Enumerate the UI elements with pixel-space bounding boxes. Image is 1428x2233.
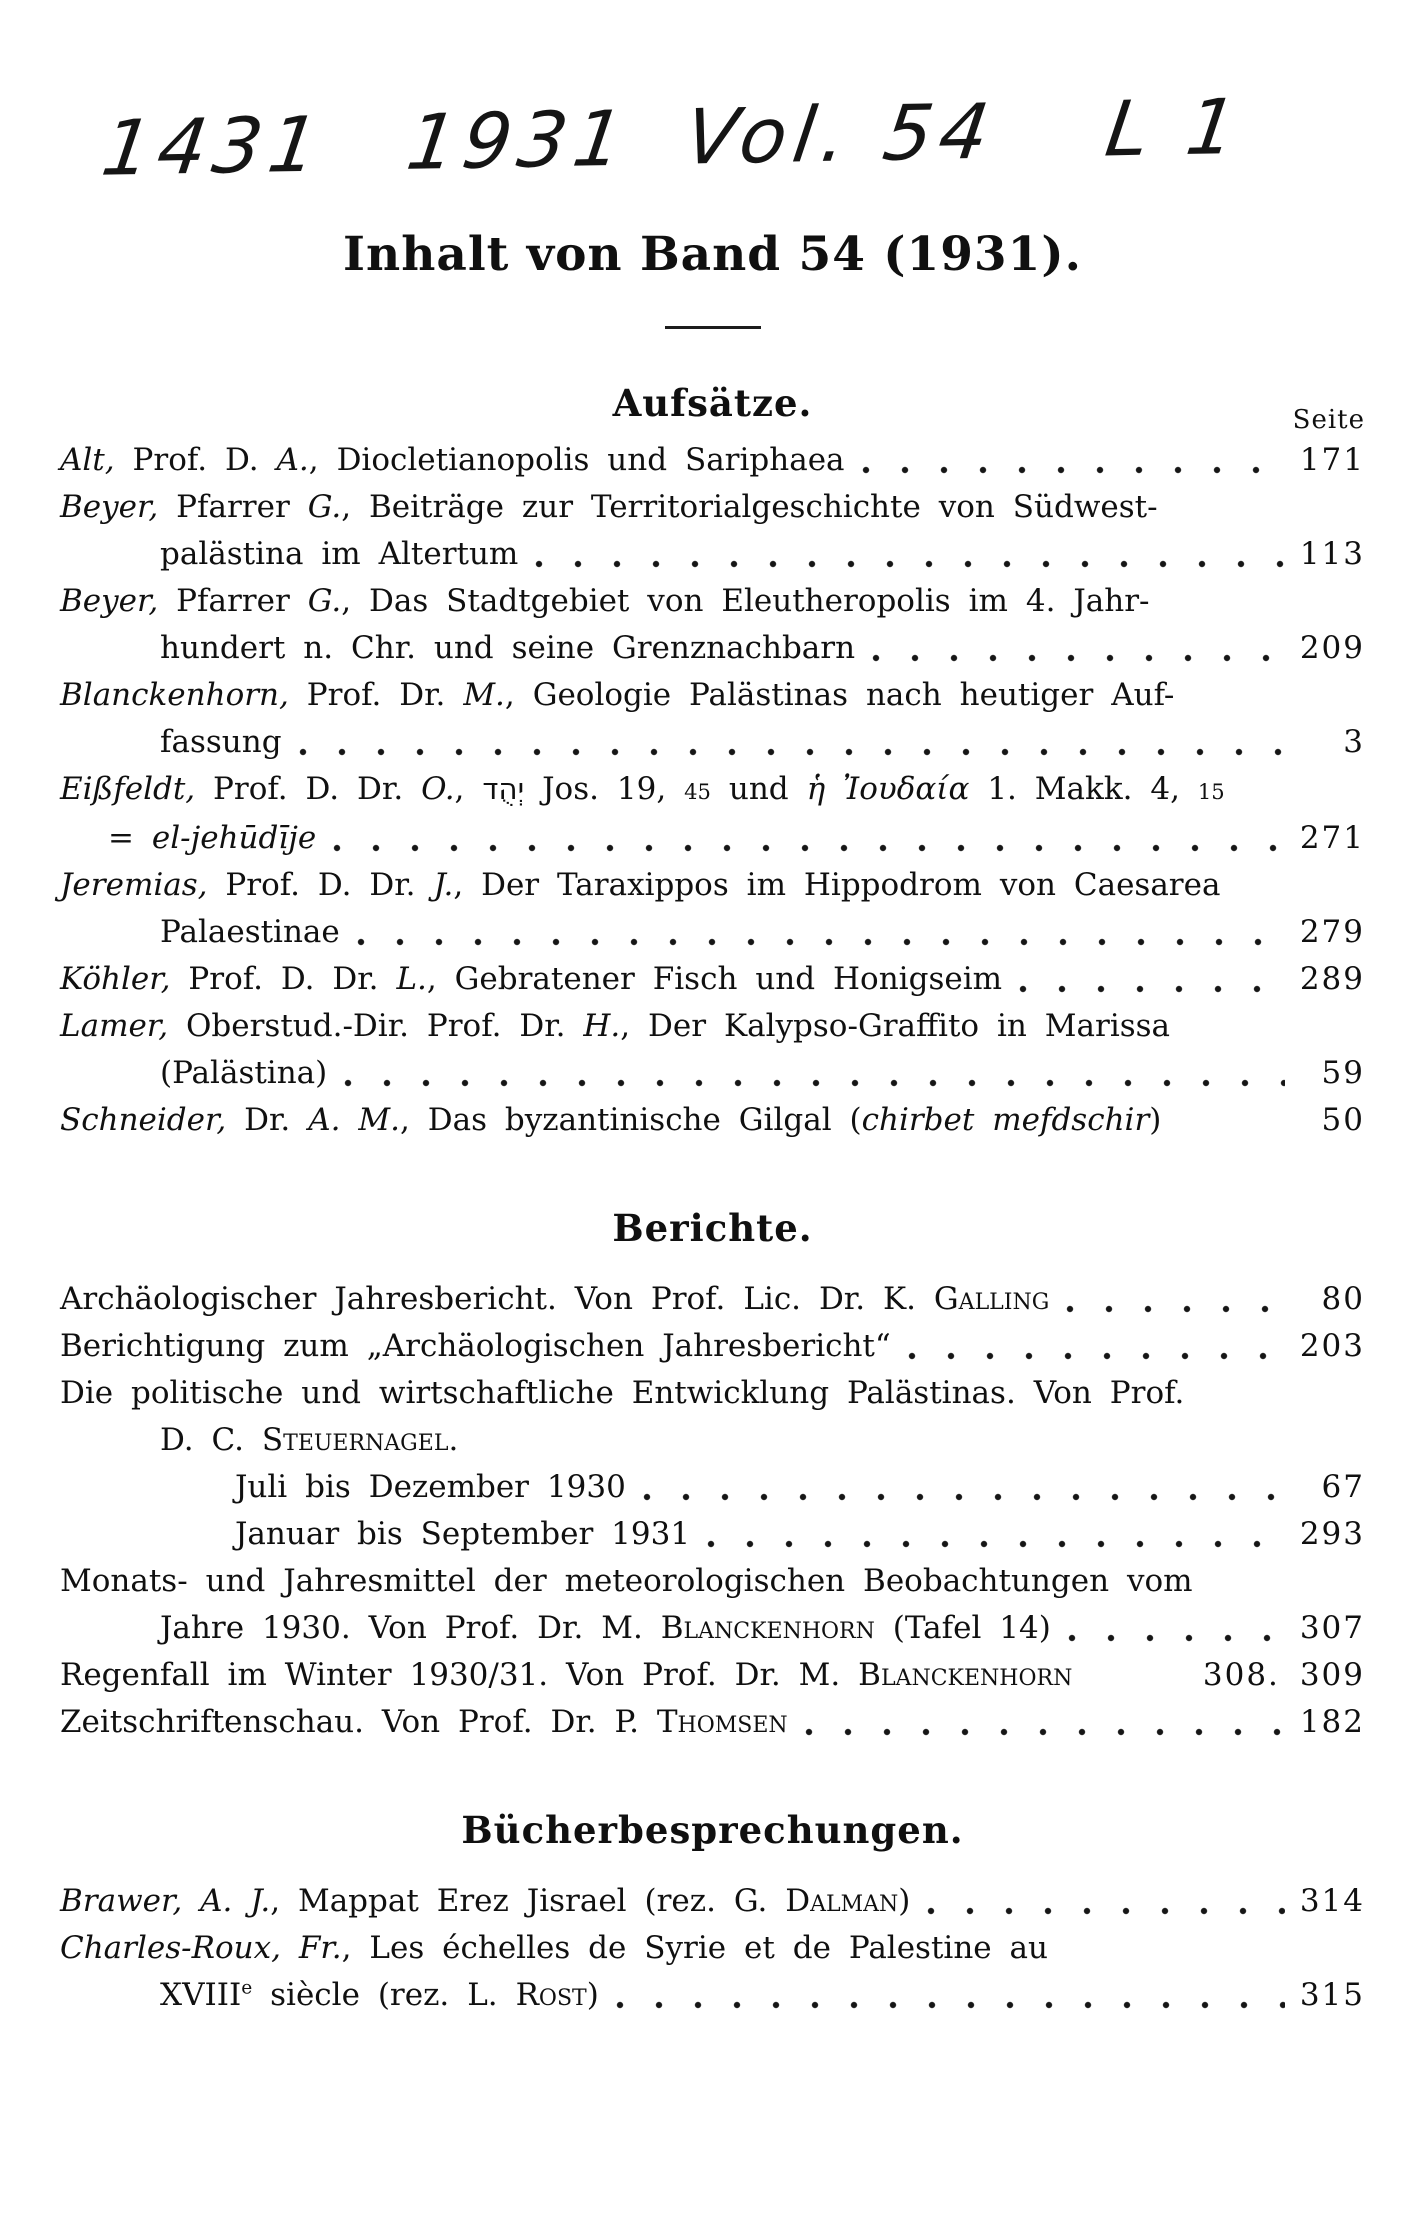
dot-leader [534, 559, 1285, 569]
toc-text-segment: A. M. [308, 1102, 400, 1138]
toc-text-segment: , Geologie Palästinas nach heutiger Auf- [504, 677, 1175, 713]
page-number: 307 [1299, 1610, 1365, 1646]
toc-text-segment: Prof. D. Dr. [170, 961, 397, 997]
toc-text-segment: Blanckenhorn, [60, 677, 289, 713]
toc-line-text [60, 1558, 1193, 1605]
page-number: 67 [1321, 1469, 1365, 1505]
dot-leader [1018, 984, 1285, 994]
toc-text-segment: Steuernagel [261, 1422, 449, 1458]
page-number: 171 [1299, 442, 1365, 478]
page-number: 271 [1299, 820, 1365, 856]
toc-text-segment: Prof. D. [114, 442, 277, 478]
toc-line [60, 766, 1365, 815]
toc-text-segment: Schneider, [60, 1102, 227, 1138]
handwritten-year: 1931 [402, 93, 636, 187]
toc-text-segment: Lamer, [60, 1008, 169, 1044]
toc-line-text [60, 578, 1150, 625]
toc-line [60, 484, 1365, 531]
page-number: 113 [1299, 536, 1365, 572]
toc-text-segment: , Diocletianopolis und Sariphaea [308, 442, 845, 478]
toc-text-segment: Die politische und wirtschaftliche Entwicklung Palästinas. Von Prof. [60, 1375, 1185, 1411]
toc-text-segment: und [710, 771, 807, 807]
toc-line-text [160, 1605, 1051, 1652]
toc-text-segment: , [454, 771, 483, 807]
toc-line-text [160, 1972, 599, 2019]
toc-text-segment: . [448, 1422, 459, 1458]
toc-text-segment: Charles-Roux, [60, 1930, 281, 1966]
page-number: 50 [1321, 1102, 1365, 1138]
section-heading: Bücherbesprechungen. [461, 1808, 964, 1852]
dot-leader [642, 1492, 1285, 1502]
toc-text-segment: ἡ Ἰουδαία [806, 771, 970, 807]
toc-text-segment: (Palästina) [160, 1055, 328, 1091]
toc-text-segment: A. [276, 442, 309, 478]
toc-text-segment: chirbet mefdschir [861, 1102, 1150, 1138]
page-number: 182 [1299, 1704, 1365, 1740]
title-divider [665, 326, 761, 329]
toc-text-segment: hundert n. Chr. und seine Grenznachbarn [160, 630, 856, 666]
toc-line [60, 956, 1365, 1003]
toc-line-text [60, 956, 1002, 1003]
toc-text-segment: , Mappat Erez Jisrael (rez. G. [270, 1883, 786, 1919]
toc-line-text [60, 1276, 1049, 1323]
handwritten-shelfmark: 1431 [96, 99, 331, 193]
toc-line [60, 1558, 1365, 1605]
toc-text-segment: G. [307, 583, 342, 619]
toc-text-segment: , Das Stadtgebiet von Eleutheropolis im 4. Jahr- [341, 583, 1150, 619]
toc-text-segment: Galling [933, 1281, 1050, 1317]
toc-text-segment: D. C. [160, 1422, 262, 1458]
toc-text-segment: Eißfeldt, [60, 771, 196, 807]
toc-text-segment: XVIII [160, 1977, 242, 2013]
toc-text-segment: Thomsen [656, 1704, 788, 1740]
toc-text-segment: Zeitschriftenschau. Von Prof. Dr. P. [60, 1704, 657, 1740]
toc-text-segment: , Beiträge zur Territorialgeschichte von Südwest- [341, 489, 1158, 525]
page-number: 314 [1299, 1883, 1365, 1919]
toc-text-segment: el-jehūdīje [151, 820, 317, 856]
toc-text-segment: H. [583, 1008, 621, 1044]
page-number: 209 [1299, 630, 1365, 666]
page-number: 308. 309 [1202, 1657, 1365, 1693]
toc-text-segment: = [108, 820, 152, 856]
toc-text-segment: Oberstud.-Dir. Prof. Dr. [168, 1008, 584, 1044]
toc-line-text [60, 1699, 788, 1746]
toc-text-segment: Beyer, [60, 489, 159, 525]
toc-text-segment: palästina im Altertum [160, 536, 519, 572]
toc-text-segment: ) [1149, 1102, 1162, 1138]
toc-line-text [160, 625, 855, 672]
toc-text-segment: (Tafel 14) [874, 1610, 1051, 1646]
toc-line-text [160, 1417, 458, 1464]
toc-line [60, 1972, 1365, 2019]
toc-line [60, 625, 1365, 672]
toc-line [60, 1878, 1365, 1925]
toc-text-segment: Juli bis Dezember 1930 [235, 1469, 626, 1505]
toc-line-text [160, 909, 340, 956]
page-column-label: Seite [1292, 405, 1365, 435]
section-heading-row [60, 381, 1365, 435]
toc-section [60, 1206, 1365, 1746]
toc-text-segment: 1. Makk. 4, [969, 771, 1198, 807]
toc-line [60, 1925, 1365, 1972]
toc-text-segment: יְהֻד [482, 772, 525, 806]
dot-leader [615, 2000, 1285, 2010]
toc-text-segment: , Der Taraxippos im Hippodrom von Caesarea [453, 867, 1221, 903]
dot-leader [861, 465, 1285, 475]
toc-text-segment: Prof. Dr. [288, 677, 464, 713]
toc-line [60, 1417, 1365, 1464]
toc-line-text [60, 766, 1225, 815]
toc-text-segment: 15 [1197, 779, 1225, 804]
toc-text-segment: Rost [515, 1977, 587, 2013]
toc-line [60, 1699, 1365, 1746]
dot-leader [871, 653, 1285, 663]
page-number: 80 [1321, 1281, 1365, 1317]
toc-text-segment [281, 1930, 299, 1966]
toc-line-text [60, 672, 1174, 719]
toc-line [60, 578, 1365, 625]
toc-line [60, 1050, 1365, 1097]
dot-leader [706, 1539, 1285, 1549]
page-number: 315 [1299, 1977, 1365, 2013]
page-number: 279 [1299, 914, 1365, 950]
toc-line [60, 862, 1365, 909]
toc-text-segment: M. [463, 677, 505, 713]
section-heading-row [60, 1808, 1365, 1852]
toc-text-segment: Köhler, [60, 961, 171, 997]
toc-text-segment: A. J. [200, 1883, 271, 1919]
dot-leader [907, 1351, 1285, 1361]
toc-text-segment: Alt, [60, 442, 115, 478]
toc-text-segment: L. [396, 961, 427, 997]
toc-line [60, 909, 1365, 956]
page-number: 289 [1299, 961, 1365, 997]
handwritten-volume: Vol. 54 [679, 86, 1002, 182]
toc-section [60, 1808, 1365, 2019]
toc-text-segment: Dalman [785, 1883, 899, 1919]
toc-text-segment: Fr. [298, 1930, 342, 1966]
toc-line [60, 1464, 1365, 1511]
toc-text-segment: Blanckenhorn [858, 1657, 1073, 1693]
page-number: 59 [1321, 1055, 1365, 1091]
toc-text-segment: Berichtigung zum „Archäologischen Jahresbericht“ [60, 1328, 891, 1364]
toc-text-segment: Brawer, [60, 1883, 183, 1919]
toc-text-segment: Januar bis September 1931 [235, 1516, 691, 1552]
toc-line-text [160, 719, 282, 766]
toc-line-text [60, 1323, 891, 1370]
dot-leader [332, 843, 1285, 853]
dot-leader [356, 937, 1285, 947]
toc-line-text [60, 1652, 1072, 1699]
toc-text-segment: Pfarrer [158, 489, 308, 525]
toc-text-segment: siècle (rez. L. [252, 1977, 516, 2013]
toc-line [60, 531, 1365, 578]
toc-text-segment: e [241, 1977, 253, 1999]
toc-section [60, 381, 1365, 1144]
page-number: 3 [1343, 724, 1365, 760]
toc-line [60, 1003, 1365, 1050]
toc-text-segment: , Der Kalypso-Graffito in Marissa [620, 1008, 1171, 1044]
toc-text-segment: Prof. D. Dr. [207, 867, 434, 903]
toc-line-text [60, 484, 1158, 531]
toc-text-segment: fassung [160, 724, 282, 760]
toc-line-text [160, 531, 518, 578]
toc-line-text [60, 1003, 1170, 1050]
toc-text-segment: Archäologischer Jahresbericht. Von Prof. Lic. Dr. K. [60, 1281, 934, 1317]
toc-line [60, 815, 1365, 862]
toc-text-segment: J. [433, 867, 454, 903]
toc-text-segment: Dr. [226, 1102, 309, 1138]
toc-text-segment: Jahre 1930. Von Prof. Dr. M. [160, 1610, 661, 1646]
toc-text-segment: Monats- und Jahresmittel der meteorologischen Beobachtungen vom [60, 1563, 1193, 1599]
toc-line-text [60, 1878, 910, 1925]
dot-leader [926, 1906, 1285, 1916]
toc-text-segment: ) [586, 1977, 599, 2013]
page-title: Inhalt von Band 54 (1931). [343, 227, 1082, 282]
section-heading: Berichte. [612, 1206, 813, 1250]
toc-line [60, 719, 1365, 766]
toc-text-segment: Pfarrer [158, 583, 308, 619]
handwritten-annotation [58, 0, 1366, 194]
toc-line [60, 437, 1365, 484]
dot-leader [1067, 1633, 1285, 1643]
section-heading: Aufsätze. [612, 381, 813, 425]
dot-leader [804, 1727, 1285, 1737]
toc-text-segment: ) [898, 1883, 911, 1919]
toc-line-text [160, 1050, 327, 1097]
toc-line [60, 1652, 1365, 1699]
section-heading-row [60, 1206, 1365, 1250]
toc-text-segment: Jos. 19, [524, 771, 685, 807]
page-number: 203 [1299, 1328, 1365, 1364]
toc-line-text [108, 815, 316, 862]
toc-text-segment: 45 [684, 779, 711, 804]
toc-text-segment: , Les échelles de Syrie et de Palestine au [341, 1930, 1049, 1966]
toc-text-segment: Blanckenhorn [660, 1610, 875, 1646]
toc-line [60, 1097, 1365, 1144]
toc-line-text [60, 1097, 1161, 1144]
toc-line-text [60, 1925, 1048, 1972]
toc-text-segment: Regenfall im Winter 1930/31. Von Prof. Dr. M. [60, 1657, 859, 1693]
toc-text-segment: O. [421, 771, 455, 807]
toc-text-segment: Jeremias, [60, 867, 208, 903]
dot-leader [1065, 1304, 1285, 1314]
toc-line [60, 1605, 1365, 1652]
toc-line-text [235, 1464, 626, 1511]
toc-text-segment: Palaestinae [160, 914, 340, 950]
toc-text-segment [182, 1883, 200, 1919]
toc-line [60, 1276, 1365, 1323]
dot-leader [343, 1078, 1285, 1088]
dot-leader [298, 747, 1285, 757]
toc-text-segment: Beyer, [60, 583, 159, 619]
toc-line-text [60, 1370, 1184, 1417]
toc-line-text [60, 437, 845, 484]
handwritten-label: L 1 [1100, 81, 1249, 174]
toc-text-segment: G. [307, 489, 342, 525]
toc-text-segment: Prof. D. Dr. [195, 771, 422, 807]
toc-text-segment: , Gebratener Fisch und Honigseim [426, 961, 1003, 997]
toc-line-text [235, 1511, 690, 1558]
toc-sections [60, 381, 1365, 2019]
page-number: 293 [1299, 1516, 1365, 1552]
toc-line [60, 1511, 1365, 1558]
toc-text-segment: , Das byzantinische Gilgal ( [399, 1102, 862, 1138]
toc-line [60, 1370, 1365, 1417]
toc-line [60, 672, 1365, 719]
toc-line [60, 1323, 1365, 1370]
toc-line-text [60, 862, 1220, 909]
